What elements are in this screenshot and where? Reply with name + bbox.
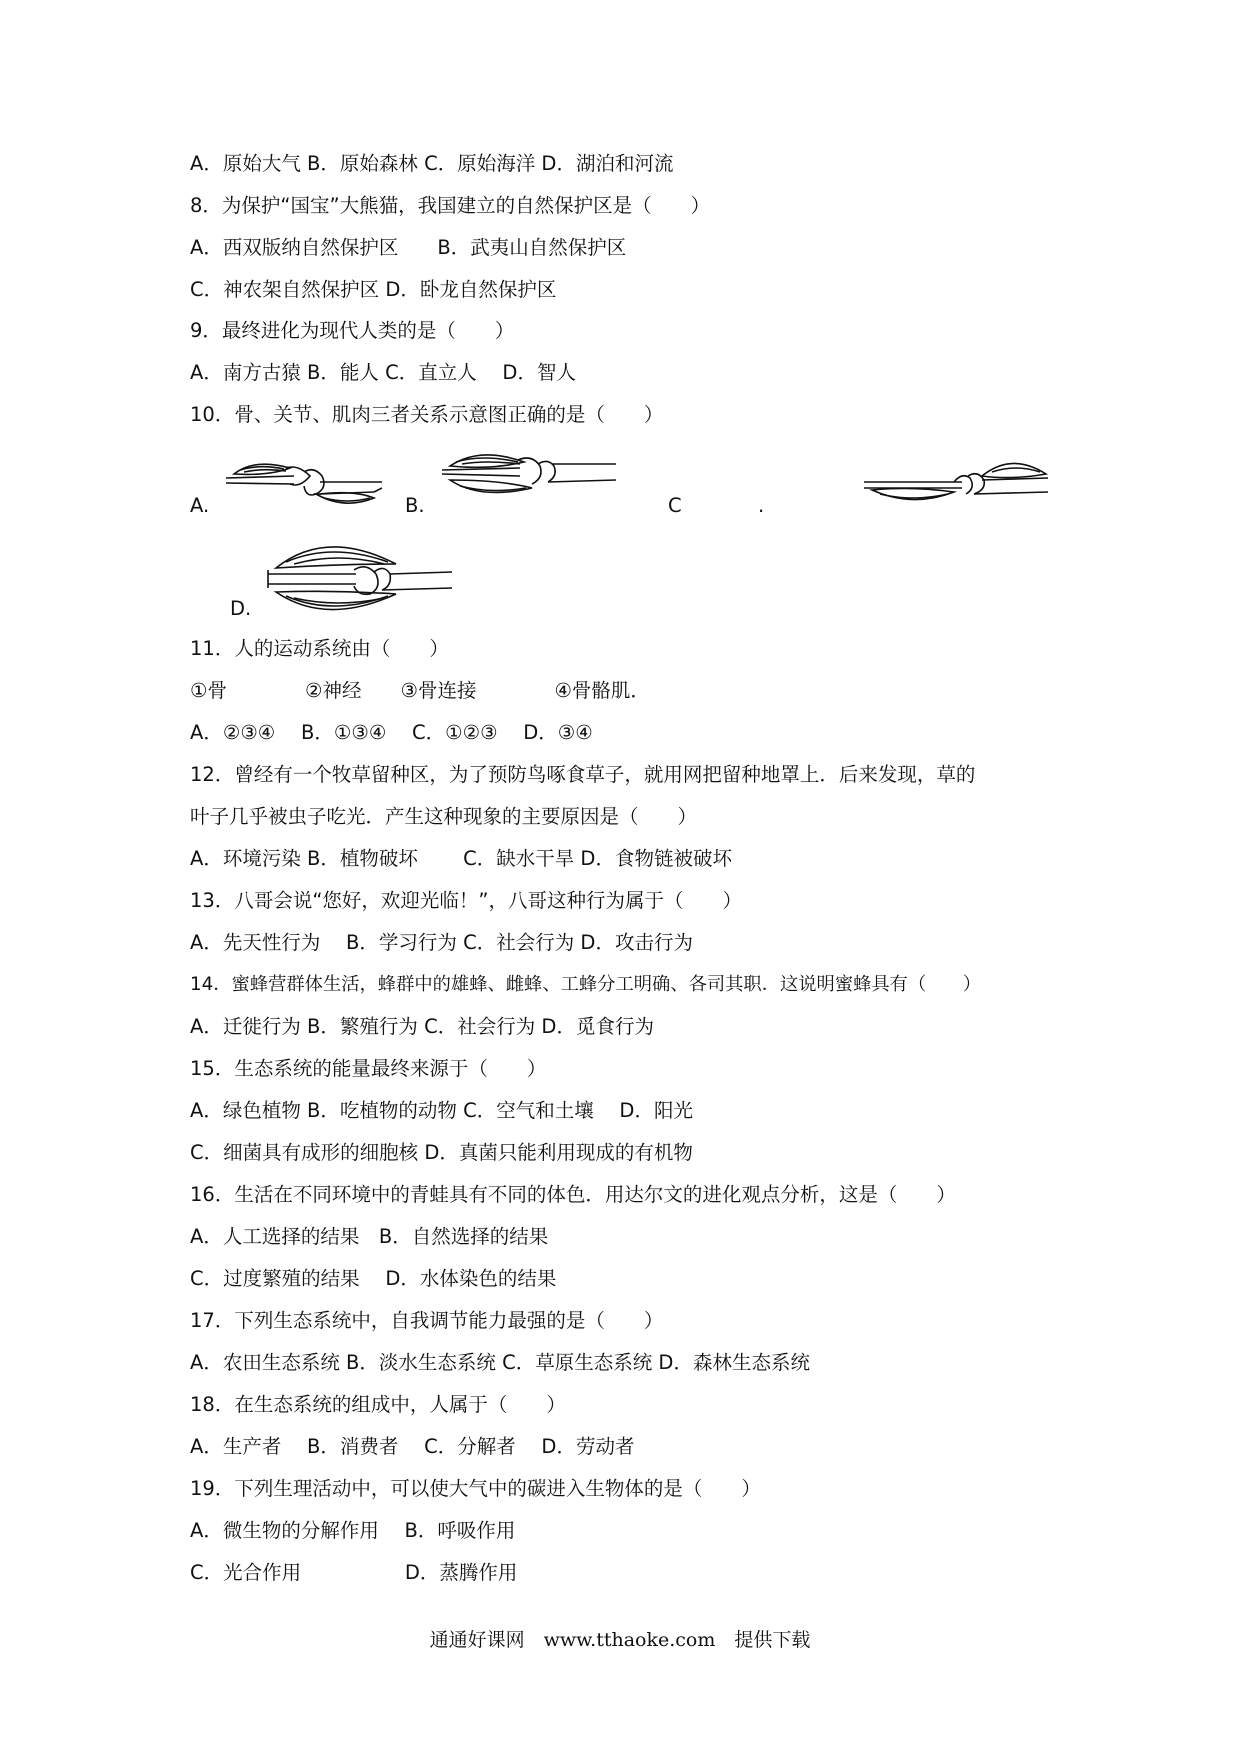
text-line: A．微生物的分解作用 B．呼吸作用 [190, 1519, 516, 1542]
question-12: 12．曾经有一个牧草留种区，为了预防鸟啄食草子，就用网把留种地罩上．后来发现，草的 [190, 763, 976, 786]
text-line: C．光合作用 D．蒸腾作用 [190, 1561, 518, 1584]
question-11: 11．人的运动系统由（ ） [190, 637, 449, 660]
text-line: A．②③④ B．①③④ C．①②③ D．③④ [190, 721, 593, 744]
text-line: A．原始大气 B．原始森林 C．原始海洋 D．湖泊和河流 [190, 152, 674, 175]
text-line: C．过度繁殖的结果 D．水体染色的结果 [190, 1267, 557, 1290]
question-10: 10．骨、关节、肌肉三者关系示意图正确的是（ ） [190, 403, 664, 426]
option-c-label: C [668, 494, 682, 517]
text-line: C．细菌具有成形的细胞核 D．真菌只能利用现成的有机物 [190, 1141, 693, 1164]
question-17: 17．下列生态系统中，自我调节能力最强的是（ ） [190, 1309, 664, 1332]
question-13: 13．八哥会说“您好，欢迎光临！”，八哥这种行为属于（ ） [190, 889, 743, 912]
text-line: A．环境污染 B．植物破坏 C．缺水干旱 D．食物链被破坏 [190, 847, 732, 870]
text-line: A．迁徙行为 B．繁殖行为 C．社会行为 D．觅食行为 [190, 1015, 654, 1038]
option-d-label: D. [230, 597, 252, 620]
option-c-dot: . [758, 494, 765, 517]
option-b-label: B. [405, 494, 425, 517]
question-9: 9．最终进化为现代人类的是（ ） [190, 319, 515, 342]
question-19: 19．下列生理活动中，可以使大气中的碳进入生物体的是（ ） [190, 1477, 761, 1500]
text-line: 叶子几乎被虫子吃光．产生这种现象的主要原因是（ ） [190, 805, 698, 828]
option-a-figure [224, 454, 394, 514]
option-b-figure [440, 444, 620, 510]
question-16: 16．生活在不同环境中的青蛙具有不同的体色．用达尔文的进化观点分析，这是（ ） [190, 1183, 956, 1206]
text-line: A．农田生态系统 B．淡水生态系统 C．草原生态系统 D．森林生态系统 [190, 1351, 810, 1374]
question-15: 15．生态系统的能量最终来源于（ ） [190, 1057, 547, 1080]
text-line: ①骨 ②神经 ③骨连接 ④骨骼肌． [190, 679, 650, 702]
option-a-label: A. [190, 494, 210, 517]
text-line: A．绿色植物 B．吃植物的动物 C．空气和土壤 D．阳光 [190, 1099, 693, 1122]
option-d-figure [266, 534, 456, 618]
text-line: C．神农架自然保护区 D．卧龙自然保护区 [190, 278, 557, 301]
question-18: 18．在生态系统的组成中，人属于（ ） [190, 1393, 566, 1416]
text-line: A．先天性行为 B．学习行为 C．社会行为 D．攻击行为 [190, 931, 693, 954]
text-line: A．西双版纳自然保护区 B．武夷山自然保护区 [190, 236, 627, 259]
text-line: A．南方古猿 B．能人 C．直立人 D．智人 [190, 361, 576, 384]
question-8: 8．为保护“国宝”大熊猫，我国建立的自然保护区是（ ） [190, 194, 711, 217]
text-line: A．人工选择的结果 B．自然选择的结果 [190, 1225, 549, 1248]
question-14: 14．蜜蜂营群体生活，蜂群中的雄蜂、雌蜂、工蜂分工明确、各司其职．这说明蜜蜂具有（ ） [190, 974, 982, 995]
option-c-figure [862, 452, 1052, 514]
text-line: A．生产者 B．消费者 C．分解者 D．劳动者 [190, 1435, 635, 1458]
footer-text: 通通好课网 www.tthaoke.com 提供下载 [429, 1629, 811, 1651]
